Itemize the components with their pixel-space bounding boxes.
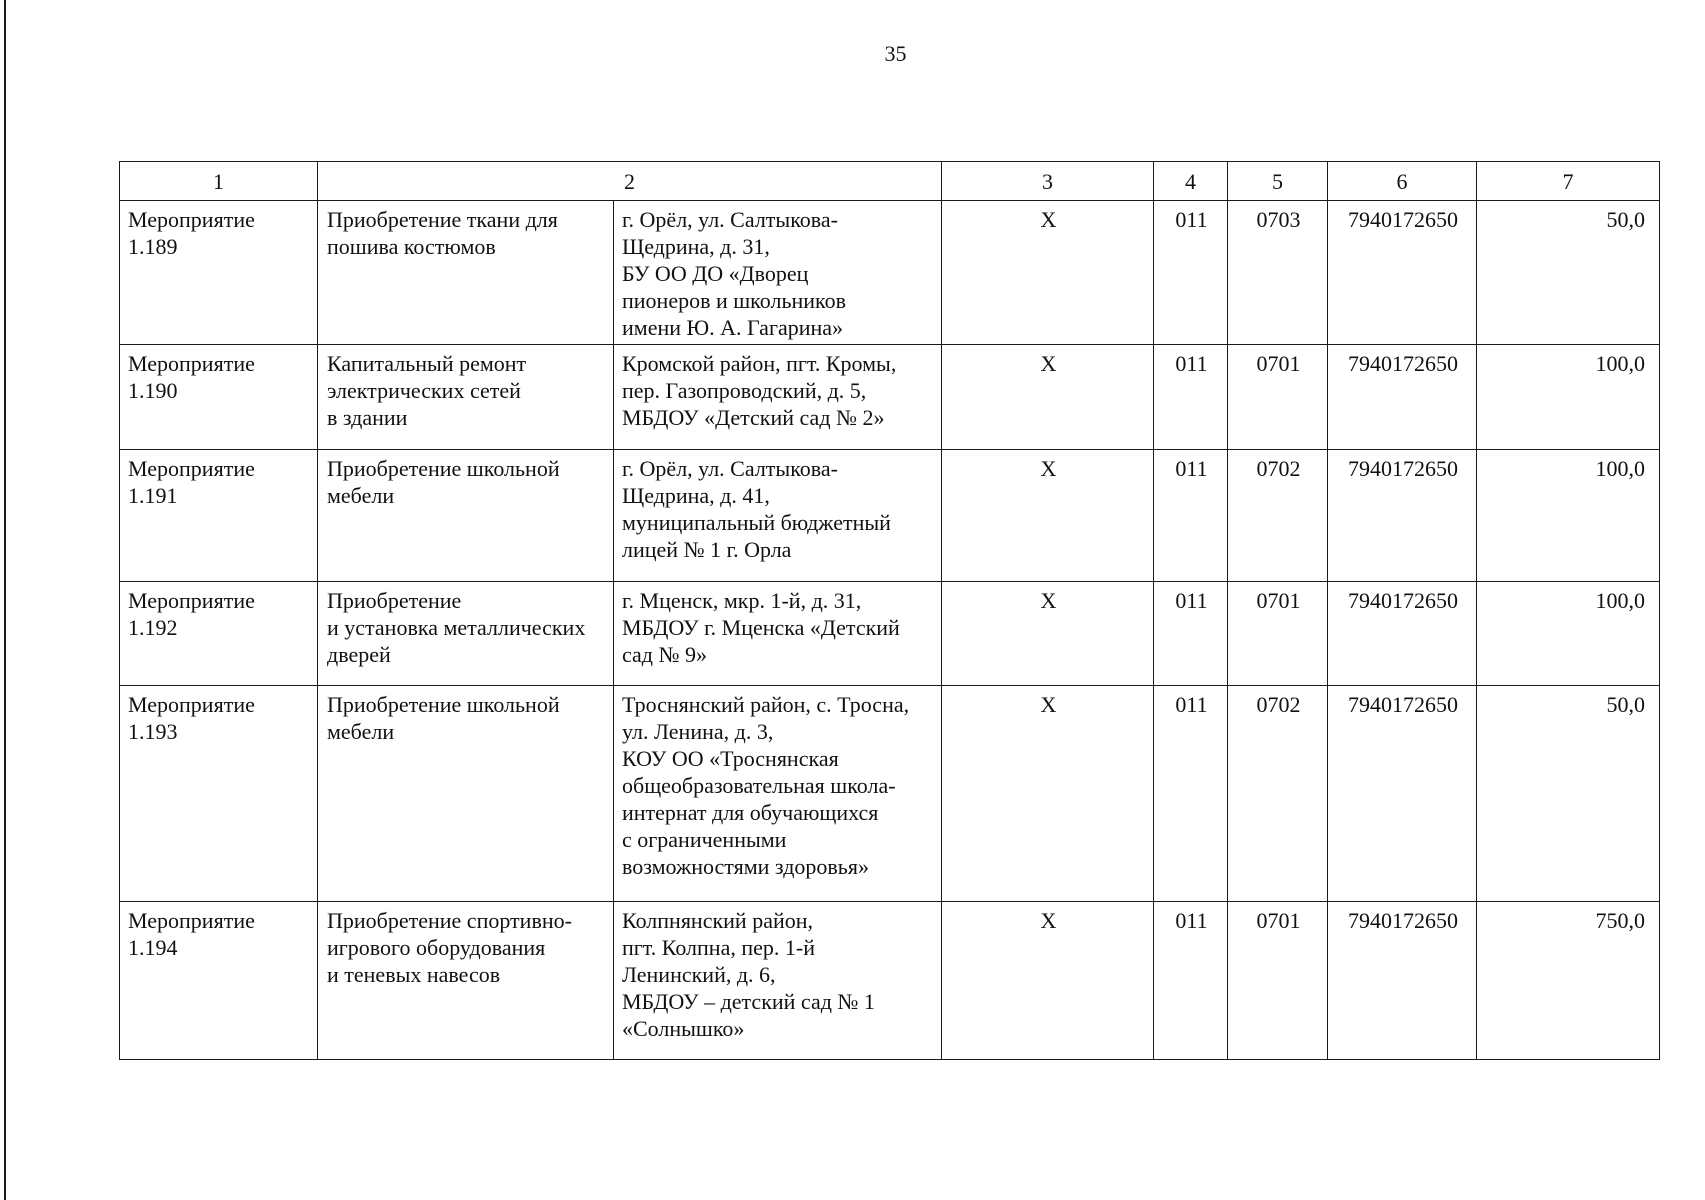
header-cell-2: 2 — [318, 162, 942, 201]
measure-col7: 100,0 — [1477, 345, 1660, 450]
table-row — [120, 686, 1660, 902]
measure-col3: Х — [942, 345, 1154, 450]
measure-col5: 0701 — [1228, 345, 1328, 450]
measure-col7: 100,0 — [1477, 582, 1660, 686]
table-row — [120, 902, 1660, 1060]
measure-col4: 011 — [1154, 201, 1228, 345]
measure-title: Приобретение спортивно- игрового оборудования и теневых навесов — [318, 902, 614, 1060]
measure-address: г. Мценск, мкр. 1-й, д. 31, МБДОУ г. Мценска «Детский сад № 9» — [614, 582, 942, 686]
measure-col6: 7940172650 — [1328, 345, 1477, 450]
page-number: 35 — [884, 41, 907, 66]
measure-id: Мероприятие 1.192 — [120, 582, 318, 686]
measure-col3: Х — [942, 686, 1154, 902]
measure-col5: 0701 — [1228, 582, 1328, 686]
measure-title: Приобретение ткани для пошива костюмов — [318, 201, 614, 345]
measure-col5: 0703 — [1228, 201, 1328, 345]
measure-col5: 0702 — [1228, 450, 1328, 582]
measure-col6: 7940172650 — [1328, 450, 1477, 582]
measure-col6: 7940172650 — [1328, 902, 1477, 1060]
table-row — [120, 201, 1660, 345]
measure-address: Кромской район, пгт. Кромы, пер. Газопроводский, д. 5, МБДОУ «Детский сад № 2» — [614, 345, 942, 450]
measure-col5: 0701 — [1228, 902, 1328, 1060]
measure-col7: 50,0 — [1477, 201, 1660, 345]
measure-col4: 011 — [1154, 450, 1228, 582]
table-row — [120, 450, 1660, 582]
measure-address: г. Орёл, ул. Салтыкова- Щедрина, д. 31, БУ ОО ДО «Дворец пионеров и школьников имени Ю. А. Гагарина» — [614, 201, 942, 345]
measure-col3: Х — [942, 902, 1154, 1060]
measure-title: Капитальный ремонт электрических сетей в здании — [318, 345, 614, 450]
measure-col4: 011 — [1154, 686, 1228, 902]
header-cell-5: 5 — [1228, 162, 1328, 201]
measure-col6: 7940172650 — [1328, 582, 1477, 686]
measure-id: Мероприятие 1.189 — [120, 201, 318, 345]
measure-title: Приобретение и установка металлических дверей — [318, 582, 614, 686]
measure-col4: 011 — [1154, 582, 1228, 686]
measure-col3: Х — [942, 582, 1154, 686]
measure-id: Мероприятие 1.191 — [120, 450, 318, 582]
measure-id: Мероприятие 1.193 — [120, 686, 318, 902]
measure-title: Приобретение школьной мебели — [318, 686, 614, 902]
scan-left-edge — [4, 0, 6, 1200]
measure-address: Троснянский район, с. Тросна, ул. Ленина, д. 3, КОУ ОО «Троснянская общеобразовательная школа- интернат для обучающихся с ограниченными возможностями здоровья» — [614, 686, 942, 902]
measure-col5: 0702 — [1228, 686, 1328, 902]
measure-title: Приобретение школьной мебели — [318, 450, 614, 582]
header-row — [120, 162, 1660, 201]
header-cell-6: 6 — [1328, 162, 1477, 201]
measure-address: г. Орёл, ул. Салтыкова- Щедрина, д. 41, муниципальный бюджетный лицей № 1 г. Орла — [614, 450, 942, 582]
measure-col7: 50,0 — [1477, 686, 1660, 902]
header-cell-7: 7 — [1477, 162, 1660, 201]
measure-col7: 100,0 — [1477, 450, 1660, 582]
measure-col3: Х — [942, 450, 1154, 582]
header-cell-4: 4 — [1154, 162, 1228, 201]
measure-col4: 011 — [1154, 902, 1228, 1060]
measure-col7: 750,0 — [1477, 902, 1660, 1060]
header-cell-3: 3 — [942, 162, 1154, 201]
measure-col6: 7940172650 — [1328, 201, 1477, 345]
header-cell-1: 1 — [120, 162, 318, 201]
measures-table — [119, 161, 1660, 1060]
table-row — [120, 582, 1660, 686]
measure-id: Мероприятие 1.194 — [120, 902, 318, 1060]
measure-col3: Х — [942, 201, 1154, 345]
measure-col4: 011 — [1154, 345, 1228, 450]
table-row — [120, 345, 1660, 450]
measure-address: Колпнянский район, пгт. Колпна, пер. 1-й Ленинский, д. 6, МБДОУ – детский сад № 1 «Солнышко» — [614, 902, 942, 1060]
measure-col6: 7940172650 — [1328, 686, 1477, 902]
measure-id: Мероприятие 1.190 — [120, 345, 318, 450]
